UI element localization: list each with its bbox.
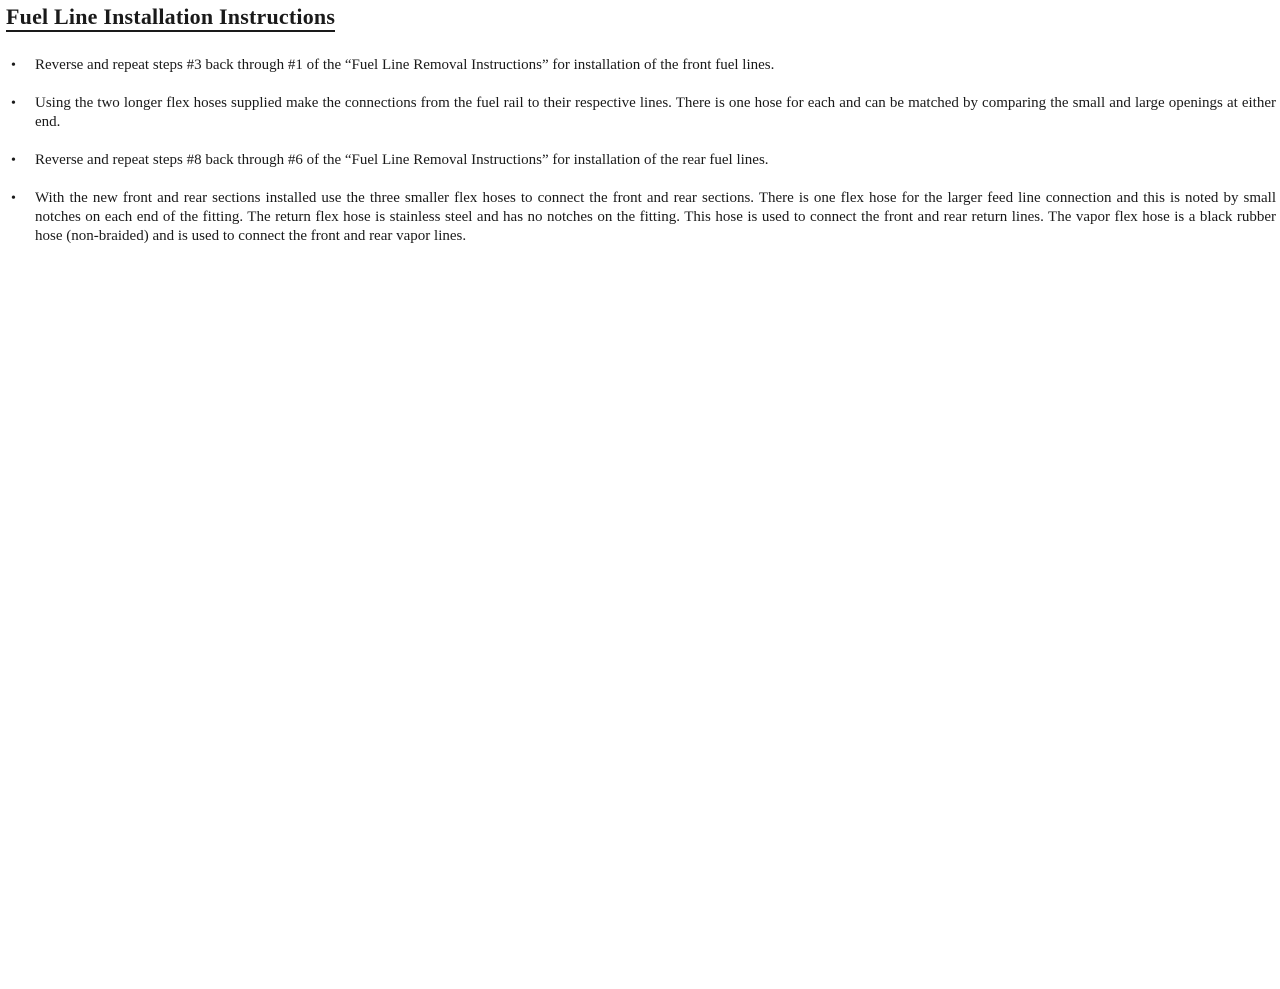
instruction-list xyxy=(6,56,1276,246)
bullet-icon: • xyxy=(11,191,16,206)
list-item xyxy=(6,56,1276,75)
list-item-text: With the new front and rear sections installed use the three smaller flex hoses to connect the front and rear sections. There is one flex hose for the larger feed line connection and this is noted by small notches on each end of the fitting. The return flex hose is stainless steel and has no notches on the fitting. This hose is used to connect the front and rear return lines. The vapor flex hose is a black rubber hose (non-braided) and is used to connect the front and rear vapor lines. xyxy=(35,190,1276,244)
page-title: Fuel Line Installation Instructions xyxy=(6,4,335,32)
list-item-text: Reverse and repeat steps #3 back through #1 of the “Fuel Line Removal Instructions” for installation of the front fuel lines. xyxy=(35,57,775,73)
list-item-text: Using the two longer flex hoses supplied make the connections from the fuel rail to their respective lines. There is one hose for each and can be matched by comparing the small and large openings at either end. xyxy=(35,95,1276,130)
list-item xyxy=(6,189,1276,246)
bullet-icon: • xyxy=(11,58,16,73)
bullet-icon: • xyxy=(11,96,16,111)
list-item xyxy=(6,94,1276,132)
list-item xyxy=(6,151,1276,170)
bullet-icon: • xyxy=(11,153,16,168)
list-item-text: Reverse and repeat steps #8 back through #6 of the “Fuel Line Removal Instructions” for installation of the rear fuel lines. xyxy=(35,152,769,168)
